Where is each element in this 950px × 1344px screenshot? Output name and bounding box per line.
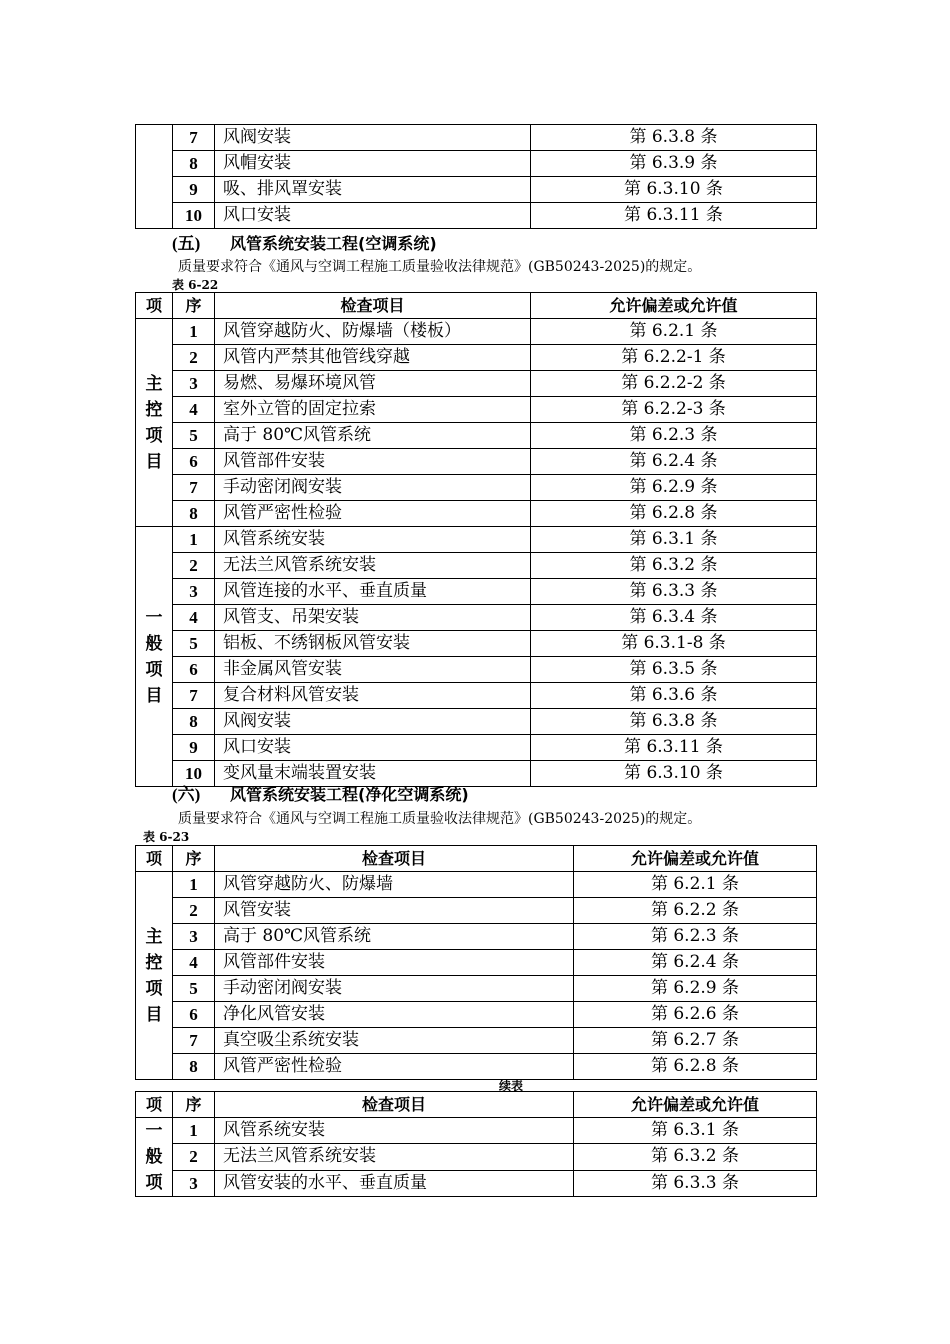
row-seq: 1 — [173, 527, 215, 553]
table-6-23-label: 表 6-23 — [143, 830, 190, 844]
row-seq: 2 — [173, 345, 215, 371]
row-value: 第 6.3.3 条 — [574, 1170, 817, 1196]
row-seq: 1 — [173, 1118, 215, 1144]
row-value: 第 6.3.10 条 — [531, 761, 817, 787]
table-row — [136, 657, 817, 683]
row-value: 第 6.3.9 条 — [531, 151, 817, 177]
row-seq: 4 — [173, 950, 215, 976]
header-seq: 序 — [173, 293, 215, 319]
row-item: 风口安装 — [215, 203, 531, 229]
section-5-number: (五) — [172, 234, 201, 253]
row-value: 第 6.2.1 条 — [531, 319, 817, 345]
section-6-title: 风管系统安装工程(净化空调系统) — [230, 785, 469, 804]
table-header-row — [136, 846, 817, 872]
row-value: 第 6.3.8 条 — [531, 125, 817, 151]
section-5-heading — [172, 229, 437, 254]
row-seq: 3 — [173, 579, 215, 605]
row-value: 第 6.3.2 条 — [531, 553, 817, 579]
header-item: 检查项目 — [215, 1092, 574, 1118]
row-item: 吸、排风罩安装 — [215, 177, 531, 203]
table-row — [136, 683, 817, 709]
row-item: 风管安装的水平、垂直质量 — [215, 1170, 574, 1196]
row-seq: 2 — [173, 553, 215, 579]
row-item: 风管支、吊架安装 — [215, 605, 531, 631]
row-item: 室外立管的固定拉索 — [215, 397, 531, 423]
group-label: 主控项目 — [145, 926, 163, 1025]
row-item: 无法兰风管系统安装 — [215, 553, 531, 579]
row-item: 风管连接的水平、垂直质量 — [215, 579, 531, 605]
row-seq: 5 — [173, 423, 215, 449]
table-6-23-continued — [135, 1091, 817, 1197]
table-row — [136, 1054, 817, 1080]
row-seq: 7 — [173, 683, 215, 709]
row-item: 复合材料风管安装 — [215, 683, 531, 709]
row-seq: 8 — [173, 709, 215, 735]
row-seq: 10 — [173, 761, 215, 787]
section-6-number: (六) — [172, 785, 201, 804]
row-seq: 3 — [173, 924, 215, 950]
row-value: 第 6.3.8 条 — [531, 709, 817, 735]
table-6-22 — [135, 292, 817, 787]
row-item: 风管严密性检验 — [215, 1054, 574, 1080]
row-item: 真空吸尘系统安装 — [215, 1028, 574, 1054]
table-row — [136, 501, 817, 527]
group-label: 一般项 — [145, 1121, 163, 1193]
table-header-row — [136, 1092, 817, 1118]
group-label-cell — [136, 125, 173, 229]
header-seq: 序 — [173, 1092, 215, 1118]
header-value: 允许偏差或允许值 — [574, 1092, 817, 1118]
row-seq: 7 — [173, 475, 215, 501]
row-item: 风管系统安装 — [215, 527, 531, 553]
table-6-22-label: 表 6-22 — [172, 278, 219, 292]
table-row — [136, 397, 817, 423]
row-value: 第 6.2.6 条 — [574, 1002, 817, 1028]
row-seq: 6 — [173, 657, 215, 683]
table-row — [136, 898, 817, 924]
row-value: 第 6.2.8 条 — [531, 501, 817, 527]
row-value: 第 6.2.4 条 — [531, 449, 817, 475]
table-row — [136, 924, 817, 950]
table-6-23 — [135, 845, 817, 1080]
table-row — [136, 423, 817, 449]
section-6-quality-note: 质量要求符合《通风与空调工程施工质量验收法律规范》(GB50243-2025)的规定。 — [178, 811, 702, 827]
table-top-continuation — [135, 124, 817, 229]
row-item: 铝板、不绣钢板风管安装 — [215, 631, 531, 657]
row-value: 第 6.2.3 条 — [574, 924, 817, 950]
row-seq: 5 — [173, 976, 215, 1002]
row-value: 第 6.3.3 条 — [531, 579, 817, 605]
table-row — [136, 605, 817, 631]
header-group: 项 — [136, 293, 173, 319]
row-value: 第 6.2.8 条 — [574, 1054, 817, 1080]
row-seq: 8 — [173, 1054, 215, 1080]
table-row — [136, 527, 817, 553]
row-value: 第 6.3.5 条 — [531, 657, 817, 683]
row-item: 风管严密性检验 — [215, 501, 531, 527]
row-seq: 2 — [173, 898, 215, 924]
row-seq: 3 — [173, 1170, 215, 1196]
table-row — [136, 203, 817, 229]
row-item: 无法兰风管系统安装 — [215, 1144, 574, 1170]
row-item: 风管内严禁其他管线穿越 — [215, 345, 531, 371]
row-value: 第 6.3.11 条 — [531, 735, 817, 761]
row-seq: 8 — [173, 151, 215, 177]
group-label-cell — [136, 872, 173, 1080]
table-row — [136, 735, 817, 761]
continued-label: 续表 — [499, 1079, 524, 1093]
group-label: 主控项目 — [145, 373, 163, 472]
header-item: 检查项目 — [215, 846, 574, 872]
group-label-cell — [136, 319, 173, 527]
row-value: 第 6.2.2-2 条 — [531, 371, 817, 397]
row-item: 非金属风管安装 — [215, 657, 531, 683]
table-row — [136, 475, 817, 501]
table-row — [136, 976, 817, 1002]
table-row — [136, 579, 817, 605]
table-row — [136, 177, 817, 203]
table-row — [136, 345, 817, 371]
row-value: 第 6.3.11 条 — [531, 203, 817, 229]
row-item: 手动密闭阀安装 — [215, 475, 531, 501]
row-seq: 10 — [173, 203, 215, 229]
section-5-title: 风管系统安装工程(空调系统) — [230, 234, 437, 253]
row-item: 风管穿越防火、防爆墙 — [215, 872, 574, 898]
table-header-row — [136, 293, 817, 319]
row-value: 第 6.3.1 条 — [531, 527, 817, 553]
row-value: 第 6.2.2-1 条 — [531, 345, 817, 371]
table-row — [136, 371, 817, 397]
row-item: 变风量末端装置安装 — [215, 761, 531, 787]
table-row — [136, 950, 817, 976]
table-row — [136, 631, 817, 657]
row-item: 高于 80℃风管系统 — [215, 423, 531, 449]
row-item: 风阀安装 — [215, 709, 531, 735]
table-row — [136, 709, 817, 735]
row-seq: 1 — [173, 872, 215, 898]
row-value: 第 6.2.3 条 — [531, 423, 817, 449]
table-row — [136, 319, 817, 345]
row-seq: 8 — [173, 501, 215, 527]
header-group: 项 — [136, 1092, 173, 1118]
section-5-quality-note: 质量要求符合《通风与空调工程施工质量验收法律规范》(GB50243-2025)的规定。 — [178, 259, 702, 275]
row-value: 第 6.2.7 条 — [574, 1028, 817, 1054]
row-item: 风口安装 — [215, 735, 531, 761]
group-label-cell — [136, 527, 173, 787]
section-6-heading — [172, 780, 469, 805]
row-seq: 1 — [173, 319, 215, 345]
header-item: 检查项目 — [215, 293, 531, 319]
row-seq: 4 — [173, 605, 215, 631]
row-seq: 3 — [173, 371, 215, 397]
row-value: 第 6.3.4 条 — [531, 605, 817, 631]
table-row — [136, 151, 817, 177]
row-value: 第 6.2.4 条 — [574, 950, 817, 976]
row-item: 风管部件安装 — [215, 950, 574, 976]
row-seq: 7 — [173, 125, 215, 151]
row-value: 第 6.2.9 条 — [574, 976, 817, 1002]
row-item: 风管安装 — [215, 898, 574, 924]
row-item: 风阀安装 — [215, 125, 531, 151]
row-value: 第 6.3.2 条 — [574, 1144, 817, 1170]
group-label: 一般项目 — [145, 607, 163, 706]
table-row — [136, 1118, 817, 1144]
table-row — [136, 553, 817, 579]
row-seq: 6 — [173, 1002, 215, 1028]
row-item: 手动密闭阀安装 — [215, 976, 574, 1002]
header-value: 允许偏差或允许值 — [531, 293, 817, 319]
row-seq: 6 — [173, 449, 215, 475]
row-seq: 7 — [173, 1028, 215, 1054]
table-row — [136, 872, 817, 898]
table-row — [136, 1170, 817, 1196]
row-value: 第 6.2.1 条 — [574, 872, 817, 898]
row-value: 第 6.2.2 条 — [574, 898, 817, 924]
table-row — [136, 1002, 817, 1028]
row-seq: 9 — [173, 735, 215, 761]
row-value: 第 6.3.1 条 — [574, 1118, 817, 1144]
row-value: 第 6.3.1-8 条 — [531, 631, 817, 657]
row-value: 第 6.3.6 条 — [531, 683, 817, 709]
row-seq: 2 — [173, 1144, 215, 1170]
row-item: 风管系统安装 — [215, 1118, 574, 1144]
row-seq: 4 — [173, 397, 215, 423]
row-value: 第 6.3.10 条 — [531, 177, 817, 203]
table-row — [136, 449, 817, 475]
header-group: 项 — [136, 846, 173, 872]
table-row — [136, 1144, 817, 1170]
table-row — [136, 125, 817, 151]
row-value: 第 6.2.9 条 — [531, 475, 817, 501]
table-row — [136, 1028, 817, 1054]
header-seq: 序 — [173, 846, 215, 872]
row-item: 高于 80℃风管系统 — [215, 924, 574, 950]
row-seq: 9 — [173, 177, 215, 203]
row-item: 风管穿越防火、防爆墙（楼板） — [215, 319, 531, 345]
header-value: 允许偏差或允许值 — [574, 846, 817, 872]
group-label-cell — [136, 1118, 173, 1197]
row-item: 净化风管安装 — [215, 1002, 574, 1028]
row-item: 风管部件安装 — [215, 449, 531, 475]
row-value: 第 6.2.2-3 条 — [531, 397, 817, 423]
row-item: 易燃、易爆环境风管 — [215, 371, 531, 397]
row-item: 风帽安装 — [215, 151, 531, 177]
row-seq: 5 — [173, 631, 215, 657]
